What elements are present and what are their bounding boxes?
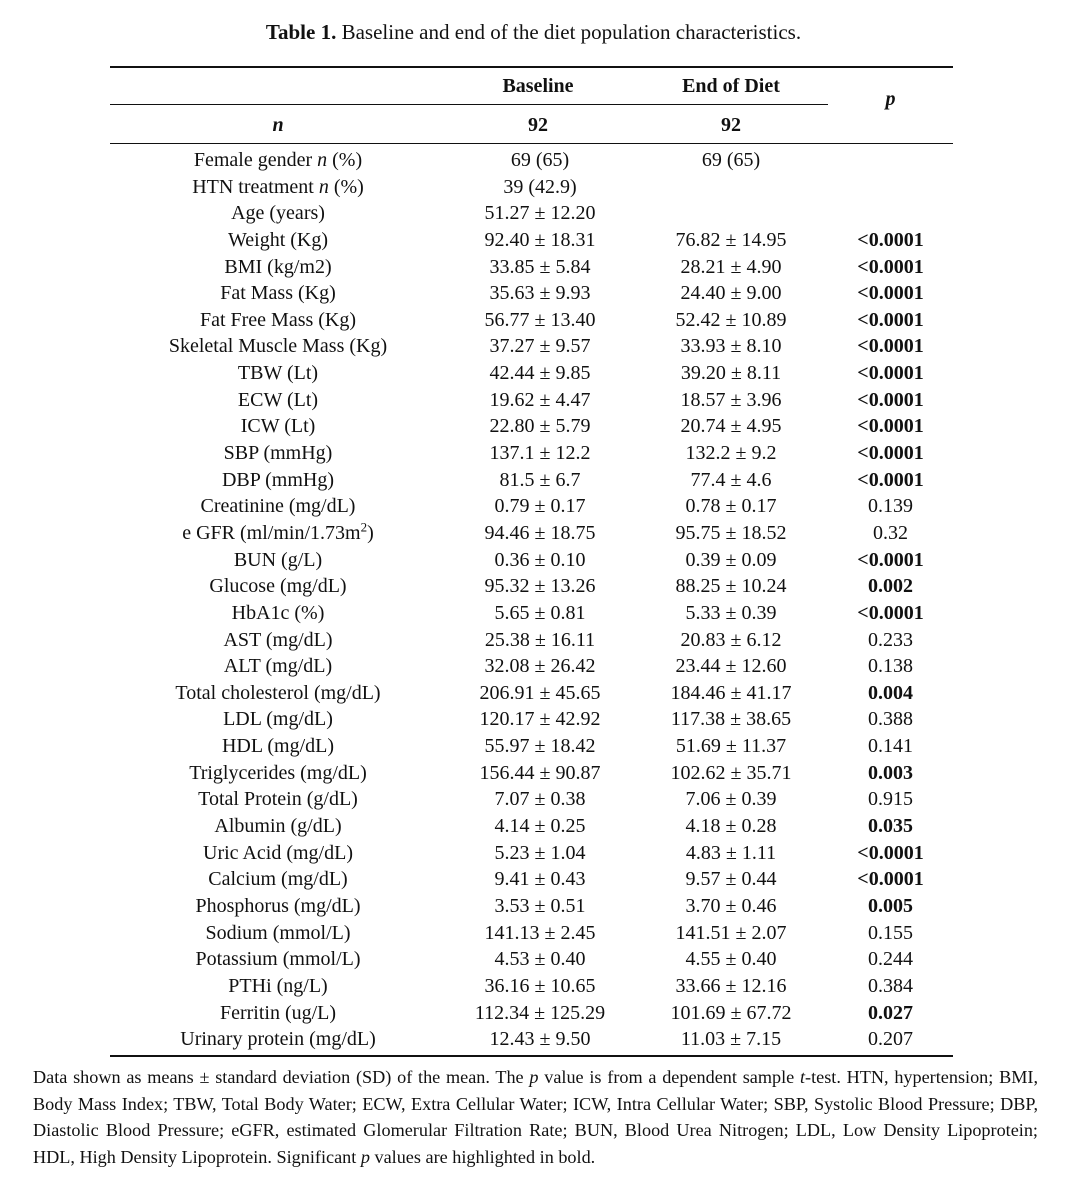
end-of-diet-value: 51.69 ± 11.37 bbox=[675, 735, 787, 758]
row-label-text: Phosphorus (mg/dL) bbox=[195, 894, 361, 917]
footnote-part2: value is from a dependent sample bbox=[538, 1067, 800, 1087]
row-label-text: Age (years) bbox=[231, 202, 325, 225]
row-label bbox=[110, 333, 446, 360]
end-of-diet-value: 117.38 ± 38.65 bbox=[670, 708, 792, 731]
baseline-value: 37.27 ± 9.57 bbox=[489, 335, 591, 358]
end-of-diet-value: 76.82 ± 14.95 bbox=[675, 228, 787, 251]
table-row bbox=[110, 493, 953, 520]
footnote-t: t bbox=[799, 1067, 806, 1087]
p-value: <0.0001 bbox=[857, 415, 924, 438]
row-label bbox=[110, 280, 446, 307]
baseline-value: 12.43 ± 9.50 bbox=[489, 1028, 591, 1051]
table-row bbox=[110, 973, 953, 1000]
row-label-text: Skeletal Muscle Mass (Kg) bbox=[168, 335, 388, 358]
header-subrule bbox=[110, 104, 828, 105]
row-label-text: Calcium (mg/dL) bbox=[208, 868, 348, 891]
row-label-text: HTN treatment bbox=[192, 175, 319, 198]
table-row bbox=[110, 147, 953, 174]
caption-label: Table 1. bbox=[265, 20, 337, 44]
end-of-diet-value: 33.66 ± 12.16 bbox=[675, 974, 787, 997]
footnote-part3: -test. HTN, hypertension; BMI, Body Mass Index; TBW, Total Body Water; ECW, Extra Cellular Water; ICW, Intra Cellular Water; SBP, Systolic Blood Pressure; DBP, Diastolic Blood Pressure; eGFR, estimated Glomerular Filtration Rate; BUN, Blood Urea Nitrogen; LDL, Low Density Lipoprotein; HDL, High Density Lipoprotein. Significant bbox=[33, 1067, 1038, 1167]
row-label-text: BMI (kg/m2) bbox=[224, 255, 332, 278]
p-value: 0.384 bbox=[868, 974, 913, 997]
baseline-value: 3.53 ± 0.51 bbox=[494, 894, 586, 917]
row-label bbox=[110, 920, 446, 947]
baseline-value: 206.91 ± 45.65 bbox=[479, 681, 601, 704]
row-label bbox=[110, 573, 446, 600]
baseline-value: 5.65 ± 0.81 bbox=[494, 601, 586, 624]
row-label bbox=[110, 813, 446, 840]
p-value: 0.155 bbox=[868, 921, 913, 944]
row-label bbox=[110, 973, 446, 1000]
row-label-text: ICW (Lt) bbox=[240, 415, 316, 438]
row-label-text: TBW (Lt) bbox=[237, 362, 319, 385]
p-value bbox=[828, 174, 953, 201]
table-row bbox=[110, 440, 953, 467]
p-value: 0.207 bbox=[868, 1028, 913, 1051]
table-row bbox=[110, 733, 953, 760]
end-of-diet-value: 20.83 ± 6.12 bbox=[680, 628, 782, 651]
row-label-text: Triglycerides (mg/dL) bbox=[189, 761, 367, 784]
p-value: <0.0001 bbox=[857, 282, 924, 305]
p-value: <0.0001 bbox=[857, 868, 924, 891]
row-label bbox=[110, 547, 446, 574]
end-of-diet-value: 33.93 ± 8.10 bbox=[680, 335, 782, 358]
table-row bbox=[110, 813, 953, 840]
row-label-text: Fat Free Mass (Kg) bbox=[199, 308, 357, 331]
row-label bbox=[110, 467, 446, 494]
row-label-text: Albumin (g/dL) bbox=[214, 815, 342, 838]
baseline-value: 5.23 ± 1.04 bbox=[494, 841, 586, 864]
row-label-text: Female gender bbox=[193, 149, 318, 171]
p-value bbox=[828, 200, 953, 227]
header-end-of-diet: End of Diet bbox=[682, 75, 780, 97]
end-of-diet-value: 23.44 ± 12.60 bbox=[675, 655, 787, 678]
table-row bbox=[110, 280, 953, 307]
table-row bbox=[110, 200, 953, 227]
table-row bbox=[110, 254, 953, 281]
baseline-value: 4.53 ± 0.40 bbox=[494, 948, 586, 971]
p-value: 0.32 bbox=[873, 521, 908, 544]
baseline-value: 4.14 ± 0.25 bbox=[494, 815, 586, 838]
baseline-value: 36.16 ± 10.65 bbox=[484, 974, 596, 997]
end-of-diet-value: 132.2 ± 9.2 bbox=[685, 442, 777, 465]
table-row bbox=[110, 467, 953, 494]
row-label-text: ECW (Lt) bbox=[237, 388, 319, 411]
row-label-text: SBP (mmHg) bbox=[223, 442, 333, 465]
baseline-value: 156.44 ± 90.87 bbox=[479, 761, 601, 784]
row-label-tail: (%) bbox=[327, 149, 363, 171]
end-of-diet-value: 9.57 ± 0.44 bbox=[685, 868, 777, 891]
table-row bbox=[110, 706, 953, 733]
table-row bbox=[110, 174, 953, 201]
row-label bbox=[110, 200, 446, 227]
p-value: 0.915 bbox=[868, 788, 913, 811]
p-value: <0.0001 bbox=[857, 362, 924, 385]
p-value: 0.003 bbox=[868, 761, 913, 784]
p-value: 0.138 bbox=[868, 655, 913, 678]
table-row bbox=[110, 227, 953, 254]
p-value: <0.0001 bbox=[857, 255, 924, 278]
baseline-value: 33.85 ± 5.84 bbox=[489, 255, 591, 278]
baseline-value: 92.40 ± 18.31 bbox=[484, 228, 596, 251]
end-of-diet-value: 141.51 ± 2.07 bbox=[675, 921, 787, 944]
row-label bbox=[110, 174, 446, 201]
table-row bbox=[110, 627, 953, 654]
row-label-text: Ferritin (ug/L) bbox=[219, 1001, 337, 1024]
table-row bbox=[110, 520, 953, 547]
table-row bbox=[110, 1000, 953, 1027]
row-label-text: Creatinine (mg/dL) bbox=[200, 495, 356, 518]
p-value: <0.0001 bbox=[857, 442, 924, 465]
end-of-diet-value: 39.20 ± 8.11 bbox=[680, 362, 782, 385]
p-value: <0.0001 bbox=[857, 335, 924, 358]
row-label bbox=[110, 387, 446, 414]
row-label bbox=[110, 786, 446, 813]
p-value: 0.244 bbox=[868, 948, 913, 971]
end-of-diet-value: 24.40 ± 9.00 bbox=[680, 282, 782, 305]
p-value: 0.141 bbox=[868, 735, 913, 758]
end-of-diet-value: 11.03 ± 7.15 bbox=[680, 1028, 782, 1051]
footnote-p2: p bbox=[360, 1146, 370, 1167]
row-label bbox=[110, 307, 446, 334]
end-of-diet-value: 52.42 ± 10.89 bbox=[675, 308, 787, 331]
baseline-value: 120.17 ± 42.92 bbox=[479, 708, 601, 731]
row-label-text: Uric Acid (mg/dL) bbox=[203, 841, 353, 864]
p-value: 0.388 bbox=[868, 708, 913, 731]
p-value: 0.004 bbox=[868, 681, 913, 704]
row-label bbox=[110, 946, 446, 973]
row-label bbox=[110, 360, 446, 387]
header-n-end: 92 bbox=[721, 114, 741, 136]
row-label-text: AST (mg/dL) bbox=[223, 628, 333, 651]
p-value: 0.233 bbox=[868, 628, 913, 651]
table-row bbox=[110, 946, 953, 973]
p-value: <0.0001 bbox=[857, 601, 924, 624]
table-body bbox=[110, 147, 953, 1053]
p-value: 0.035 bbox=[868, 815, 913, 838]
p-value: <0.0001 bbox=[857, 388, 924, 411]
p-value: 0.005 bbox=[868, 894, 913, 917]
row-label bbox=[110, 866, 446, 893]
row-label bbox=[110, 1026, 446, 1053]
table-row bbox=[110, 307, 953, 334]
table-row bbox=[110, 387, 953, 414]
row-label bbox=[110, 893, 446, 920]
row-label-tail: (%) bbox=[328, 175, 364, 198]
footnote-part4: values are highlighted in bold. bbox=[369, 1146, 596, 1167]
table-row bbox=[110, 413, 953, 440]
row-label bbox=[110, 653, 446, 680]
table-row bbox=[110, 360, 953, 387]
table-row bbox=[110, 920, 953, 947]
table-row bbox=[110, 786, 953, 813]
end-of-diet-value bbox=[634, 174, 828, 201]
baseline-value: 0.79 ± 0.17 bbox=[494, 495, 586, 518]
end-of-diet-value: 184.46 ± 41.17 bbox=[670, 681, 792, 704]
row-label bbox=[110, 147, 446, 174]
row-label bbox=[110, 706, 446, 733]
row-label-superscript: 2 bbox=[360, 519, 368, 535]
baseline-value: 94.46 ± 18.75 bbox=[484, 521, 596, 544]
table-caption bbox=[0, 20, 1067, 45]
end-of-diet-value bbox=[634, 200, 828, 227]
p-value: 0.139 bbox=[868, 495, 913, 518]
header-n-baseline: 92 bbox=[528, 114, 548, 136]
baseline-value: 81.5 ± 6.7 bbox=[499, 468, 581, 491]
p-value: <0.0001 bbox=[857, 548, 924, 571]
row-label-italic: n bbox=[317, 149, 328, 171]
table-row bbox=[110, 680, 953, 707]
baseline-value: 56.77 ± 13.40 bbox=[484, 308, 596, 331]
p-value: <0.0001 bbox=[857, 228, 924, 251]
row-label bbox=[110, 600, 446, 627]
row-label bbox=[110, 254, 446, 281]
header-n-label: n bbox=[272, 114, 284, 136]
baseline-value: 19.62 ± 4.47 bbox=[489, 388, 591, 411]
row-label bbox=[110, 413, 446, 440]
header-baseline: Baseline bbox=[502, 75, 574, 97]
bottom-rule bbox=[110, 1055, 953, 1057]
row-label-text: ALT (mg/dL) bbox=[223, 655, 333, 678]
row-label-text: LDL (mg/dL) bbox=[223, 708, 333, 731]
p-value: 0.027 bbox=[868, 1001, 913, 1024]
baseline-value: 9.41 ± 0.43 bbox=[494, 868, 586, 891]
caption-text: Baseline and end of the diet population characteristics. bbox=[336, 20, 802, 44]
row-label-text: HDL (mg/dL) bbox=[221, 735, 334, 758]
p-value: 0.002 bbox=[868, 575, 913, 598]
row-label-text: e GFR (ml/min/1.73m bbox=[182, 521, 361, 544]
row-label-tail: ) bbox=[367, 521, 374, 544]
row-label-text: Sodium (mmol/L) bbox=[205, 921, 351, 944]
table-row bbox=[110, 893, 953, 920]
row-label-text: Potassium (mmol/L) bbox=[195, 948, 361, 971]
header-rule bbox=[110, 143, 953, 144]
baseline-value: 95.32 ± 13.26 bbox=[484, 575, 596, 598]
table-row bbox=[110, 573, 953, 600]
baseline-value: 137.1 ± 12.2 bbox=[489, 442, 591, 465]
row-label-text: Total cholesterol (mg/dL) bbox=[175, 681, 381, 704]
table-row bbox=[110, 333, 953, 360]
end-of-diet-value: 69 (65) bbox=[701, 149, 761, 171]
row-label bbox=[110, 1000, 446, 1027]
table-row bbox=[110, 760, 953, 787]
row-label bbox=[110, 840, 446, 867]
end-of-diet-value: 4.55 ± 0.40 bbox=[685, 948, 777, 971]
row-label bbox=[110, 493, 446, 520]
row-label-text: BUN (g/L) bbox=[233, 548, 323, 571]
p-value: <0.0001 bbox=[857, 468, 924, 491]
header-p: p bbox=[885, 88, 896, 110]
end-of-diet-value: 95.75 ± 18.52 bbox=[675, 521, 787, 544]
p-value: <0.0001 bbox=[857, 841, 924, 864]
end-of-diet-value: 3.70 ± 0.46 bbox=[685, 894, 777, 917]
end-of-diet-value: 77.4 ± 4.6 bbox=[690, 468, 772, 491]
row-label-text: HbA1c (%) bbox=[231, 601, 325, 624]
baseline-value: 69 (65) bbox=[510, 149, 570, 171]
row-label bbox=[110, 733, 446, 760]
row-label-italic: n bbox=[318, 175, 329, 198]
footnote-p: p bbox=[529, 1067, 539, 1087]
end-of-diet-value: 28.21 ± 4.90 bbox=[680, 255, 782, 278]
row-label-text: Weight (Kg) bbox=[227, 228, 329, 251]
baseline-value: 22.80 ± 5.79 bbox=[489, 415, 591, 438]
row-label bbox=[110, 227, 446, 254]
row-label bbox=[110, 520, 446, 547]
row-label-text: PTHi (ng/L) bbox=[228, 974, 328, 997]
row-label bbox=[110, 440, 446, 467]
top-rule bbox=[110, 66, 953, 68]
row-label-text: Total Protein (g/dL) bbox=[198, 788, 358, 811]
end-of-diet-value: 20.74 ± 4.95 bbox=[680, 415, 782, 438]
end-of-diet-value: 7.06 ± 0.39 bbox=[685, 788, 777, 811]
end-of-diet-value: 18.57 ± 3.96 bbox=[680, 388, 782, 411]
baseline-value: 0.36 ± 0.10 bbox=[494, 548, 586, 571]
baseline-value: 112.34 ± 125.29 bbox=[474, 1001, 606, 1024]
baseline-value: 35.63 ± 9.93 bbox=[489, 282, 591, 305]
baseline-value: 141.13 ± 2.45 bbox=[484, 921, 596, 944]
end-of-diet-value: 0.78 ± 0.17 bbox=[685, 495, 777, 518]
end-of-diet-value: 88.25 ± 10.24 bbox=[675, 575, 787, 598]
p-value bbox=[828, 147, 953, 174]
table-row bbox=[110, 600, 953, 627]
row-label-text: Urinary protein (mg/dL) bbox=[180, 1028, 376, 1051]
baseline-value: 7.07 ± 0.38 bbox=[494, 788, 586, 811]
end-of-diet-value: 0.39 ± 0.09 bbox=[685, 548, 777, 571]
end-of-diet-value: 101.69 ± 67.72 bbox=[670, 1001, 792, 1024]
baseline-value: 42.44 ± 9.85 bbox=[489, 362, 591, 385]
table-row bbox=[110, 547, 953, 574]
baseline-value: 32.08 ± 26.42 bbox=[484, 655, 596, 678]
row-label bbox=[110, 627, 446, 654]
row-label bbox=[110, 760, 446, 787]
end-of-diet-value: 4.18 ± 0.28 bbox=[685, 815, 777, 838]
baseline-value: 51.27 ± 12.20 bbox=[484, 202, 596, 225]
table-row bbox=[110, 1026, 953, 1053]
end-of-diet-value: 4.83 ± 1.11 bbox=[685, 841, 777, 864]
row-label-text: DBP (mmHg) bbox=[221, 468, 335, 491]
footnote-part1: Data shown as means ± standard deviation (SD) of the mean. The bbox=[33, 1067, 530, 1087]
row-label-text: Glucose (mg/dL) bbox=[209, 575, 347, 598]
p-value: <0.0001 bbox=[857, 308, 924, 331]
baseline-value: 39 (42.9) bbox=[503, 175, 577, 198]
baseline-value: 55.97 ± 18.42 bbox=[484, 735, 596, 758]
end-of-diet-value: 5.33 ± 0.39 bbox=[685, 601, 777, 624]
table-row bbox=[110, 866, 953, 893]
baseline-value: 25.38 ± 16.11 bbox=[484, 628, 596, 651]
end-of-diet-value: 102.62 ± 35.71 bbox=[670, 761, 792, 784]
table-row bbox=[110, 840, 953, 867]
row-label-text: Fat Mass (Kg) bbox=[220, 282, 336, 305]
row-label bbox=[110, 680, 446, 707]
table-footnote bbox=[33, 1064, 1038, 1170]
table-row bbox=[110, 653, 953, 680]
